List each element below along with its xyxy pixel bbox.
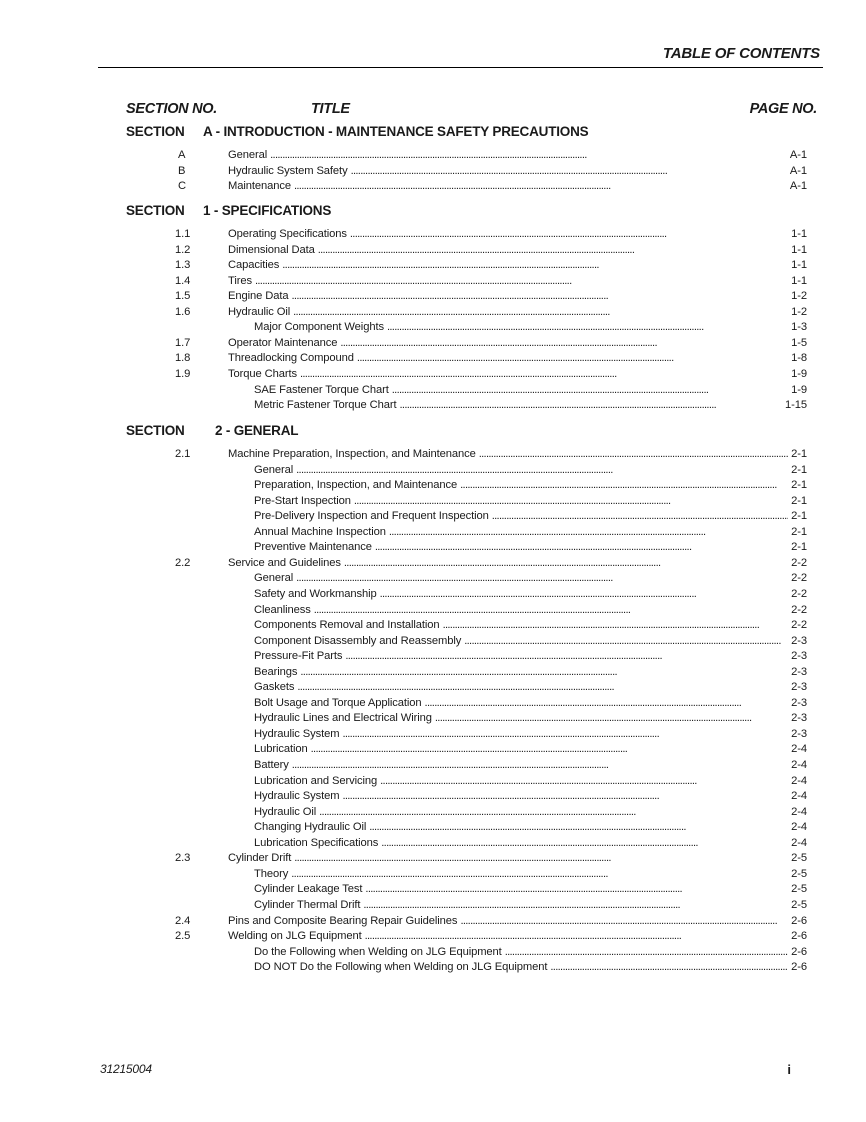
dot-leader [311, 742, 788, 757]
toc-entry[interactable] [0, 898, 866, 913]
toc-entry-title: Metric Fastener Torque Chart [254, 399, 397, 412]
toc-entry-line [254, 665, 807, 680]
dot-leader [380, 587, 789, 602]
toc-entry-title: Operating Specifications [228, 228, 347, 240]
toc-entry-line [254, 540, 807, 555]
toc-entry-line [254, 945, 807, 960]
toc-entry-page: 1-2 [791, 290, 807, 303]
dot-leader [550, 960, 788, 975]
toc-entry[interactable] [0, 540, 866, 555]
toc-entry[interactable] [0, 351, 866, 366]
dot-leader [425, 696, 789, 711]
toc-entry-page: A-1 [789, 149, 807, 161]
toc-entry-title: Changing Hydraulic Oil [254, 821, 367, 834]
dot-leader [365, 882, 788, 897]
toc-entry-line [254, 383, 807, 398]
toc-entry-line [254, 960, 807, 975]
toc-entry-line [254, 898, 807, 913]
toc-entry[interactable] [0, 820, 866, 835]
toc-entry[interactable] [0, 665, 866, 680]
toc-entry[interactable] [0, 478, 866, 493]
toc-entry[interactable] [0, 805, 866, 820]
dot-leader [354, 494, 788, 509]
dot-leader [443, 618, 789, 633]
toc-entry-title: General [254, 572, 294, 585]
toc-entry-page: 2-4 [791, 774, 807, 787]
toc-entry-title: Cleanliness [254, 603, 311, 616]
toc-entry-page: 2-1 [791, 463, 807, 476]
toc-entry-title: Do the Following when Welding on JLG Equipment [254, 945, 502, 958]
toc-entry-page: 2-4 [791, 805, 807, 818]
toc-entry-title: Hydraulic Lines and Electrical Wiring [254, 712, 432, 725]
toc-entry-line [254, 649, 807, 664]
toc-entry-line [254, 789, 807, 804]
toc-entry-line [228, 227, 807, 242]
dot-leader [400, 398, 783, 413]
dot-leader [296, 463, 788, 478]
toc-entry-number: 1.1 [175, 228, 191, 240]
column-header-section-no: SECTION NO. [126, 101, 217, 117]
toc-entry[interactable] [0, 696, 866, 711]
toc-entry[interactable] [0, 742, 866, 757]
document-number: 31215004 [100, 1062, 152, 1076]
toc-entry[interactable] [0, 836, 866, 851]
toc-entry[interactable] [0, 509, 866, 524]
dot-leader [291, 867, 788, 882]
toc-entry-title: Lubrication [254, 743, 308, 756]
toc-entry-page: 1-15 [785, 399, 807, 412]
toc-entry-page: 2-4 [791, 759, 807, 771]
toc-entry-line [254, 509, 807, 524]
dot-leader [464, 634, 788, 649]
toc-entry-page: 1-1 [791, 228, 807, 240]
toc-entry-page: 2-4 [791, 821, 807, 834]
toc-entry[interactable] [0, 336, 866, 351]
toc-entry-line [228, 243, 807, 258]
dot-leader [282, 258, 788, 273]
toc-entry-line [254, 696, 807, 711]
toc-entry-title: Lubrication and Servicing [254, 774, 378, 787]
toc-entry-line [254, 774, 807, 789]
toc-entry-title: Machine Preparation, Inspection, and Maintenance [228, 448, 476, 460]
toc-entry[interactable] [0, 320, 866, 335]
toc-entry[interactable] [0, 789, 866, 804]
section-label: SECTION [126, 203, 185, 218]
dot-leader [255, 274, 788, 289]
toc-entry-page: 1-2 [791, 305, 807, 318]
toc-entry-page: A-1 [789, 180, 807, 193]
toc-entry[interactable] [0, 945, 866, 960]
toc-entry-page: 2-1 [791, 510, 807, 523]
toc-entry[interactable] [0, 882, 866, 897]
toc-entry[interactable] [0, 587, 866, 602]
toc-entry-title: Cylinder Drift [228, 852, 292, 865]
toc-entry-page: 2-3 [791, 634, 807, 647]
toc-entry-page: 1-8 [791, 352, 807, 365]
toc-entry-line [254, 867, 807, 882]
dot-leader [300, 665, 788, 680]
section-title: 1 - SPECIFICATIONS [203, 203, 332, 218]
toc-entry-title: Pressure-Fit Parts [254, 650, 343, 663]
toc-entry-title: Pre-Delivery Inspection and Frequent Inspection [254, 510, 489, 523]
toc-entry-title: General [254, 463, 294, 476]
page-number: i [787, 1062, 791, 1077]
toc-entry-line [254, 836, 807, 851]
toc-entry-number: 1.9 [175, 367, 191, 380]
toc-entry-page: 2-2 [791, 572, 807, 585]
dot-leader [294, 179, 787, 194]
toc-entry[interactable] [0, 274, 866, 289]
toc-entry-page: 2-5 [791, 867, 807, 880]
toc-entry-line [254, 727, 807, 742]
section-title: 2 - GENERAL [215, 423, 299, 438]
dot-leader [380, 774, 788, 789]
toc-entry-line [254, 603, 807, 618]
dot-leader [351, 164, 787, 179]
toc-entry[interactable] [0, 305, 866, 320]
dot-leader [350, 227, 788, 242]
section-label: SECTION [126, 423, 185, 438]
toc-entry-page: 2-1 [791, 448, 807, 460]
toc-entry-line [228, 351, 807, 366]
toc-entry-page: 1-1 [791, 243, 807, 256]
toc-entry-line [228, 305, 807, 320]
toc-entry[interactable] [0, 258, 866, 273]
toc-entry-line [228, 289, 807, 304]
dot-leader [291, 289, 788, 304]
toc-entry-line [254, 882, 807, 897]
dot-leader [342, 789, 788, 804]
toc-entry-line [254, 820, 807, 835]
dot-leader [292, 758, 788, 773]
toc-entry-title: Cylinder Leakage Test [254, 883, 363, 896]
toc-entry[interactable] [0, 914, 866, 929]
toc-entry-title: Gaskets [254, 681, 295, 694]
column-header-page-no: PAGE NO. [749, 101, 817, 117]
toc-entry-page: 2-1 [791, 479, 807, 492]
toc-entry-number: 2.2 [175, 556, 191, 569]
toc-entry-title: General [228, 149, 268, 161]
toc-entry-line [254, 758, 807, 773]
toc-entry-page: 1-9 [791, 383, 807, 396]
dot-leader [270, 148, 787, 163]
toc-entry-title: Cylinder Thermal Drift [254, 898, 361, 911]
toc-entry[interactable] [0, 680, 866, 695]
toc-entry-line [228, 447, 807, 462]
toc-entry[interactable] [0, 463, 866, 478]
dot-leader [319, 805, 788, 820]
toc-entry-title: Preventive Maintenance [254, 541, 372, 554]
dot-leader [340, 336, 788, 351]
toc-entry-page: 2-3 [791, 665, 807, 678]
dot-leader [357, 351, 788, 366]
toc-entry-line [254, 525, 807, 540]
section-title: A - INTRODUCTION - MAINTENANCE SAFETY PRECAUTIONS [203, 124, 589, 139]
toc-entry-title: Service and Guidelines [228, 556, 341, 569]
toc-entry-line [254, 711, 807, 726]
toc-entry-page: 2-4 [791, 790, 807, 803]
dot-leader [369, 820, 788, 835]
toc-entry-title: Pins and Composite Bearing Repair Guidelines [228, 914, 458, 927]
toc-entry-title: Safety and Workmanship [254, 587, 377, 600]
dot-leader [389, 525, 788, 540]
toc-entry[interactable] [0, 556, 866, 571]
toc-entry-line [228, 274, 807, 289]
toc-entry-line [254, 618, 807, 633]
toc-entry-page: 2-1 [791, 494, 807, 507]
toc-entry[interactable] [0, 289, 866, 304]
toc-entry-page: 2-2 [791, 603, 807, 616]
toc-entry-number: 1.5 [175, 290, 191, 303]
toc-entry[interactable] [0, 851, 866, 866]
dot-leader [460, 478, 788, 493]
toc-entry-title: Dimensional Data [228, 243, 315, 256]
section-label: SECTION [126, 124, 185, 139]
dot-leader [365, 929, 789, 944]
toc-entry-title: Maintenance [228, 180, 291, 193]
dot-leader [363, 898, 788, 913]
dot-leader [479, 447, 788, 462]
toc-entry-line [254, 494, 807, 509]
toc-entry-title: Bearings [254, 665, 298, 678]
toc-entry-page: 1-9 [791, 367, 807, 380]
dot-leader [344, 556, 788, 571]
toc-entry-title: Pre-Start Inspection [254, 494, 351, 507]
toc-entry-page: 2-3 [791, 681, 807, 694]
dot-leader [375, 540, 788, 555]
toc-entry-page: 1-1 [791, 259, 807, 272]
toc-entry-page: 2-2 [791, 556, 807, 569]
toc-entry-page: 2-1 [791, 541, 807, 554]
toc-entry[interactable] [0, 603, 866, 618]
toc-entry-title: Components Removal and Installation [254, 619, 440, 632]
dot-leader [435, 711, 788, 726]
dot-leader [492, 509, 788, 524]
toc-entry-page: 2-6 [791, 961, 807, 974]
toc-entry-line [228, 929, 807, 944]
toc-entry-title: Hydraulic System [254, 790, 340, 803]
toc-entry-page: 2-6 [791, 930, 807, 943]
toc-entry-page: 1-1 [791, 274, 807, 287]
toc-entry-title: Welding on JLG Equipment [228, 930, 362, 943]
toc-entry-number: C [178, 180, 186, 193]
toc-entry-title: Hydraulic System [254, 727, 340, 740]
toc-entry-line [254, 463, 807, 478]
toc-entry-title: Hydraulic System Safety [228, 164, 348, 177]
toc-entry-title: Lubrication Specifications [254, 836, 379, 849]
toc-entry[interactable] [0, 758, 866, 773]
toc-entry-number: 1.4 [175, 274, 191, 287]
toc-entry[interactable] [0, 164, 866, 179]
toc-entry-page: 1-3 [791, 321, 807, 334]
toc-entry[interactable] [0, 367, 866, 382]
dot-leader [381, 836, 788, 851]
toc-entry-number: 1.8 [175, 352, 191, 365]
toc-entry-line [228, 556, 807, 571]
toc-entry-number: 2.3 [175, 852, 191, 865]
toc-entry-title: Tires [228, 274, 252, 287]
toc-entry-page: 2-5 [791, 852, 807, 865]
toc-entry-title: Annual Machine Inspection [254, 525, 386, 538]
dot-leader [460, 914, 788, 929]
dot-leader [387, 320, 788, 335]
toc-entry-title: Torque Charts [228, 367, 297, 380]
toc-entry[interactable] [0, 774, 866, 789]
toc-entry-line [254, 320, 807, 335]
toc-entry[interactable] [0, 494, 866, 509]
toc-entry-line [228, 914, 807, 929]
toc-entry-page: 2-3 [791, 727, 807, 740]
toc-entry-title: DO NOT Do the Following when Welding on JLG Equipment [254, 961, 548, 974]
dot-leader [300, 367, 788, 382]
toc-entry-page: 2-1 [791, 525, 807, 538]
toc-entry-title: Hydraulic Oil [228, 305, 291, 318]
column-header-title: TITLE [311, 101, 350, 117]
toc-entry[interactable] [0, 179, 866, 194]
toc-entry-title: SAE Fastener Torque Chart [254, 383, 389, 396]
toc-entry-number: 2.5 [175, 930, 191, 943]
toc-entry-line [228, 367, 807, 382]
toc-entry-line [254, 398, 807, 413]
dot-leader [296, 571, 788, 586]
toc-entry-page: 2-3 [791, 696, 807, 709]
toc-entry-title: Engine Data [228, 290, 289, 303]
toc-entry[interactable] [0, 929, 866, 944]
toc-entry-page: 2-6 [791, 945, 807, 958]
toc-entry-line [254, 634, 807, 649]
toc-entry-page: 1-5 [791, 336, 807, 349]
toc-entry-number: 2.4 [175, 914, 191, 927]
toc-entry-line [228, 258, 807, 273]
page-header-title: TABLE OF CONTENTS [662, 45, 820, 62]
header-rule [98, 67, 823, 68]
toc-entry-line [254, 478, 807, 493]
toc-entry-title: Operator Maintenance [228, 336, 338, 349]
toc-entry[interactable] [0, 571, 866, 586]
toc-entry-line [228, 179, 807, 194]
toc-entry-line [254, 805, 807, 820]
toc-entry-number: 1.3 [175, 259, 191, 272]
toc-entry-number: B [178, 164, 186, 177]
dot-leader [505, 945, 788, 960]
toc-entry[interactable] [0, 649, 866, 664]
dot-leader [294, 851, 788, 866]
toc-entry[interactable] [0, 618, 866, 633]
toc-entry-line [254, 680, 807, 695]
toc-entry-line [254, 571, 807, 586]
toc-entry-page: 2-5 [791, 883, 807, 896]
toc-entry[interactable] [0, 148, 866, 163]
toc-entry[interactable] [0, 711, 866, 726]
toc-entry-line [228, 851, 807, 866]
toc-entry-number: 2.1 [175, 448, 191, 460]
toc-entry-page: 2-3 [791, 712, 807, 725]
toc-entry-page: 2-3 [791, 650, 807, 663]
toc-entry[interactable] [0, 447, 866, 462]
toc-entry[interactable] [0, 243, 866, 258]
toc-entry-number: 1.7 [175, 336, 191, 349]
toc-entry-page: 2-6 [791, 914, 807, 927]
toc-entry-line [228, 336, 807, 351]
toc-entry-number: 1.2 [175, 243, 191, 256]
toc-entry-line [254, 742, 807, 757]
toc-entry[interactable] [0, 960, 866, 975]
toc-entry-page: 2-2 [791, 587, 807, 600]
toc-entry-page: 2-5 [791, 898, 807, 911]
toc-entry-title: Theory [254, 867, 289, 880]
toc-entry-page: 2-4 [791, 836, 807, 849]
toc-entry-title: Preparation, Inspection, and Maintenance [254, 479, 458, 492]
toc-entry-page: 2-4 [791, 743, 807, 756]
dot-leader [318, 243, 788, 258]
toc-entry[interactable] [0, 634, 866, 649]
toc-entry-line [228, 164, 807, 179]
toc-entry-title: Capacities [228, 259, 280, 272]
toc-entry[interactable] [0, 398, 866, 413]
toc-entry[interactable] [0, 727, 866, 742]
toc-entry-title: Battery [254, 759, 289, 771]
dot-leader [342, 727, 788, 742]
toc-entry-number: A [178, 149, 186, 161]
toc-entry[interactable] [0, 525, 866, 540]
dot-leader [345, 649, 788, 664]
dot-leader [293, 305, 788, 320]
toc-entry[interactable] [0, 867, 866, 882]
dot-leader [392, 383, 788, 398]
toc-entry-line [228, 148, 807, 163]
toc-entry-title: Threadlocking Compound [228, 352, 354, 365]
toc-entry[interactable] [0, 227, 866, 242]
toc-entry-title: Hydraulic Oil [254, 805, 317, 818]
toc-entry-page: 2-2 [791, 619, 807, 632]
toc-entry-title: Component Disassembly and Reassembly [254, 634, 462, 647]
toc-entry-page: A-1 [789, 164, 807, 177]
toc-entry-number: 1.6 [175, 305, 191, 318]
toc-entry-title: Bolt Usage and Torque Application [254, 696, 422, 709]
toc-entry[interactable] [0, 383, 866, 398]
dot-leader [297, 680, 788, 695]
toc-entry-title: Major Component Weights [254, 321, 384, 334]
toc-entry-line [254, 587, 807, 602]
dot-leader [314, 603, 788, 618]
